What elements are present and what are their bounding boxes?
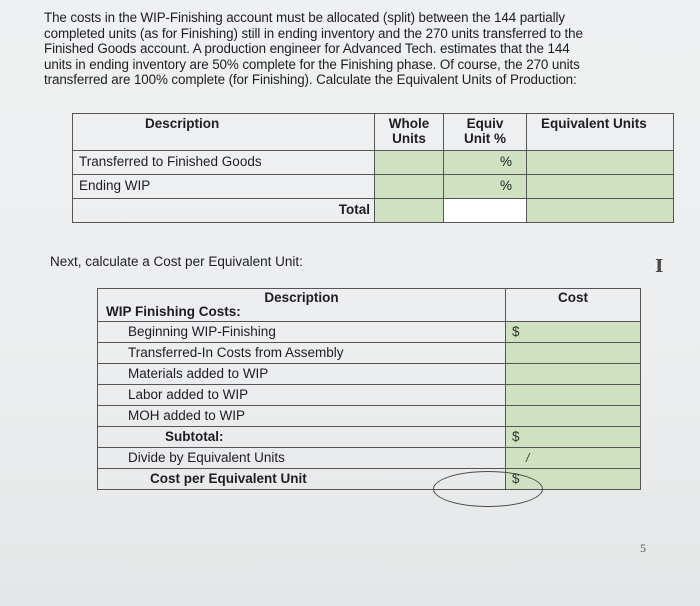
table-row — [73, 175, 674, 199]
equivalent-units-header: Equivalent Units — [527, 114, 674, 151]
description-header: Description — [264, 290, 339, 305]
handwritten-circle-annotation — [433, 471, 543, 507]
subtotal-label: Subtotal: — [98, 427, 506, 448]
cost-input[interactable] — [506, 364, 641, 385]
subtotal-row — [98, 427, 641, 448]
table-row — [98, 343, 641, 364]
intro-line: completed units (as for Finishing) still in ending inventory and the 270 units transferred to the — [44, 25, 583, 41]
page-number: 5 — [640, 541, 646, 555]
table-row — [98, 322, 641, 343]
row-label: Labor added to WIP — [98, 385, 506, 406]
whole-units-input[interactable] — [375, 175, 444, 199]
equivalent-units-table — [72, 113, 674, 223]
total-row — [73, 199, 674, 223]
row-label: Beginning WIP-Finishing — [98, 322, 506, 343]
whole-units-header: Whole Units — [375, 114, 444, 151]
subtotal-input[interactable]: $ — [506, 427, 641, 448]
equiv-percent-input[interactable]: % — [444, 175, 527, 199]
next-instruction: Next, calculate a Cost per Equivalent Unit: — [50, 254, 303, 269]
cost-per-unit-input[interactable]: $ — [506, 469, 641, 490]
whole-units-input[interactable] — [375, 151, 444, 175]
divide-mark: / — [526, 451, 530, 465]
intro-paragraph — [44, 10, 664, 88]
total-label: Total — [73, 199, 375, 223]
table-row — [98, 385, 641, 406]
equiv-percent-input[interactable]: % — [444, 151, 527, 175]
divide-input[interactable] — [506, 448, 641, 469]
cost-per-unit-label: Cost per Equivalent Unit — [98, 469, 506, 490]
cost-per-unit-row — [98, 469, 641, 490]
divide-row — [98, 448, 641, 469]
equivalent-units-input[interactable] — [527, 175, 674, 199]
row-label: MOH added to WIP — [98, 406, 506, 427]
intro-line: The costs in the WIP-Finishing account must be allocated (split) between the 144 partially — [44, 10, 565, 25]
total-equivalent-units-input[interactable] — [527, 199, 674, 223]
section-heading: WIP Finishing Costs: — [106, 304, 241, 319]
cost-input[interactable] — [506, 385, 641, 406]
row-label: Materials added to WIP — [98, 364, 506, 385]
intro-line: units in ending inventory are 50% complete for the Finishing phase. Of course, the 270 units — [44, 56, 580, 72]
table-row — [98, 364, 641, 385]
total-whole-units-input[interactable] — [375, 199, 444, 223]
divide-label: Divide by Equivalent Units — [98, 448, 506, 469]
description-header: Description — [73, 114, 375, 151]
cost-header: Cost — [506, 289, 641, 322]
cost-per-unit-table — [97, 288, 641, 490]
table-header-row — [73, 114, 674, 151]
cost-input[interactable] — [506, 406, 641, 427]
row-label: Transferred to Finished Goods — [73, 151, 375, 175]
description-header-cell — [98, 289, 506, 322]
table-row — [73, 151, 674, 175]
blank-cell — [444, 199, 527, 223]
intro-line: Finished Goods account. A production engineer for Advanced Tech. estimates that the 144 — [44, 41, 570, 57]
cost-input[interactable] — [506, 343, 641, 364]
intro-line: transferred are 100% complete (for Finishing). Calculate the Equivalent Units of Production: — [44, 72, 577, 88]
row-label: Ending WIP — [73, 175, 375, 199]
text-cursor-icon: I — [655, 256, 664, 277]
table-row — [98, 406, 641, 427]
equivalent-units-input[interactable] — [527, 151, 674, 175]
equiv-unit-percent-header: Equiv Unit % — [444, 114, 527, 151]
cost-input[interactable]: $ — [506, 322, 641, 343]
table-header-row — [98, 289, 641, 322]
row-label: Transferred-In Costs from Assembly — [98, 343, 506, 364]
